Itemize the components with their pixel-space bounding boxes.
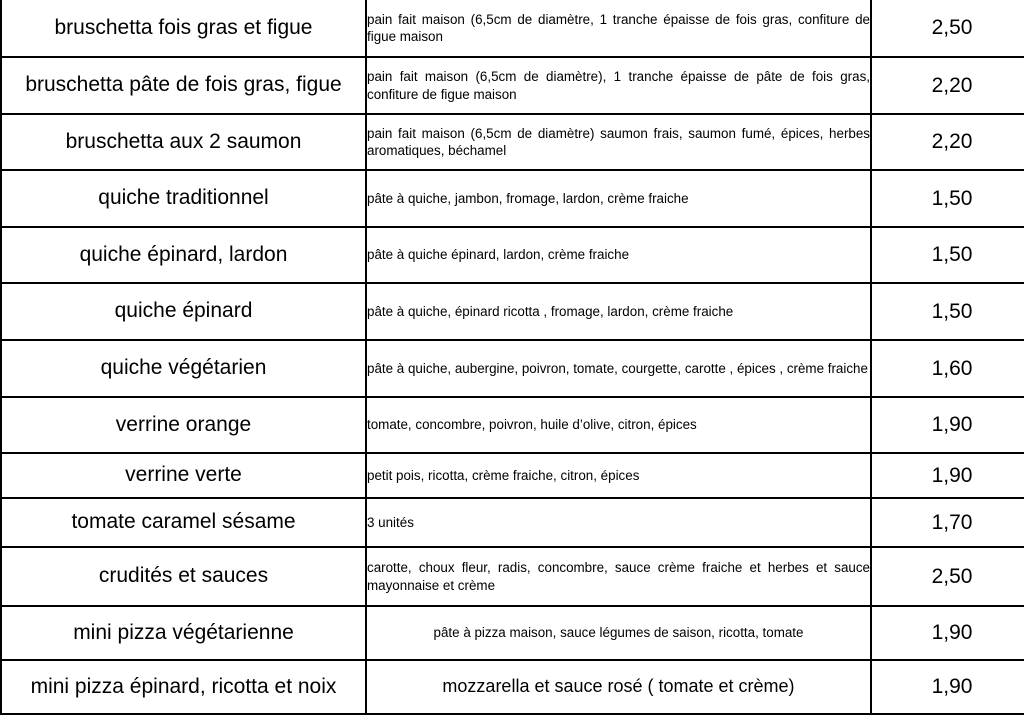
item-name: mini pizza végétarienne — [1, 606, 366, 660]
table-row — [1, 498, 1024, 547]
item-description: pain fait maison (6,5cm de diamètre), 1 tranche épaisse de pâte de fois gras, confiture de figue maison — [366, 57, 871, 114]
item-description: pâte à quiche, jambon, fromage, lardon, crème fraiche — [366, 170, 871, 227]
table-row — [1, 547, 1024, 606]
price-value: 1,90 — [931, 675, 973, 698]
item-description: carotte, choux fleur, radis, concombre, sauce crème fraiche et herbes et sauce mayonnaise et crème — [366, 547, 871, 606]
item-price — [871, 114, 1024, 170]
item-price — [871, 660, 1024, 714]
item-name: verrine orange — [1, 397, 366, 453]
item-price — [871, 606, 1024, 660]
item-description: pain fait maison (6,5cm de diamètre, 1 tranche épaisse de fois gras, confiture de figue maison — [366, 0, 871, 57]
table-row — [1, 606, 1024, 660]
item-name: bruschetta aux 2 saumon — [1, 114, 366, 170]
item-description: petit pois, ricotta, crème fraiche, citron, épices — [366, 453, 871, 498]
item-price — [871, 340, 1024, 397]
table-row — [1, 227, 1024, 283]
item-name: mini pizza épinard, ricotta et noix — [1, 660, 366, 714]
price-value: 2,50 — [931, 564, 973, 588]
item-description: pâte à quiche, aubergine, poivron, tomate, courgette, carotte , épices , crème fraiche — [366, 340, 871, 397]
price-value: 1,90 — [931, 621, 973, 644]
price-value: 2,20 — [931, 73, 973, 97]
item-name: crudités et sauces — [1, 547, 366, 606]
table-row — [1, 340, 1024, 397]
item-price — [871, 397, 1024, 453]
price-value: 1,50 — [931, 243, 973, 266]
item-name: quiche épinard, lardon — [1, 227, 366, 283]
item-price — [871, 547, 1024, 606]
item-price — [871, 283, 1024, 340]
item-price — [871, 498, 1024, 547]
item-name: quiche traditionnel — [1, 170, 366, 227]
item-price — [871, 57, 1024, 114]
table-row — [1, 283, 1024, 340]
item-name: quiche épinard — [1, 283, 366, 340]
item-price — [871, 227, 1024, 283]
price-value: 1,70 — [931, 510, 973, 534]
price-value: 2,20 — [931, 130, 973, 153]
table-row — [1, 453, 1024, 498]
item-name: tomate caramel sésame — [1, 498, 366, 547]
item-price — [871, 170, 1024, 227]
table-row — [1, 114, 1024, 170]
item-name: bruschetta fois gras et figue — [1, 0, 366, 57]
item-description: pâte à quiche, épinard ricotta , fromage, lardon, crème fraiche — [366, 283, 871, 340]
price-value: 1,50 — [931, 186, 973, 210]
item-description: pain fait maison (6,5cm de diamètre) saumon frais, saumon fumé, épices, herbes aromatiques, béchamel — [366, 114, 871, 170]
table-row — [1, 57, 1024, 114]
table-row — [1, 660, 1024, 714]
price-value: 1,60 — [931, 356, 973, 380]
table-row — [1, 0, 1024, 57]
item-description: pâte à quiche épinard, lardon, crème fraiche — [366, 227, 871, 283]
item-name: verrine verte — [1, 453, 366, 498]
item-description: tomate, concombre, poivron, huile d’olive, citron, épices — [366, 397, 871, 453]
item-name: quiche végétarien — [1, 340, 366, 397]
item-description: 3 unités — [366, 498, 871, 547]
table-row — [1, 170, 1024, 227]
item-description: pâte à pizza maison, sauce légumes de saison, ricotta, tomate — [366, 606, 871, 660]
item-name: bruschetta pâte de fois gras, figue — [1, 57, 366, 114]
price-value: 1,90 — [931, 413, 973, 436]
price-value: 1,90 — [931, 463, 973, 487]
price-value: 2,50 — [931, 16, 973, 39]
table-row — [1, 397, 1024, 453]
price-value: 1,50 — [931, 299, 973, 323]
item-price — [871, 453, 1024, 498]
item-description: mozzarella et sauce rosé ( tomate et crème) — [366, 660, 871, 714]
item-price — [871, 0, 1024, 57]
